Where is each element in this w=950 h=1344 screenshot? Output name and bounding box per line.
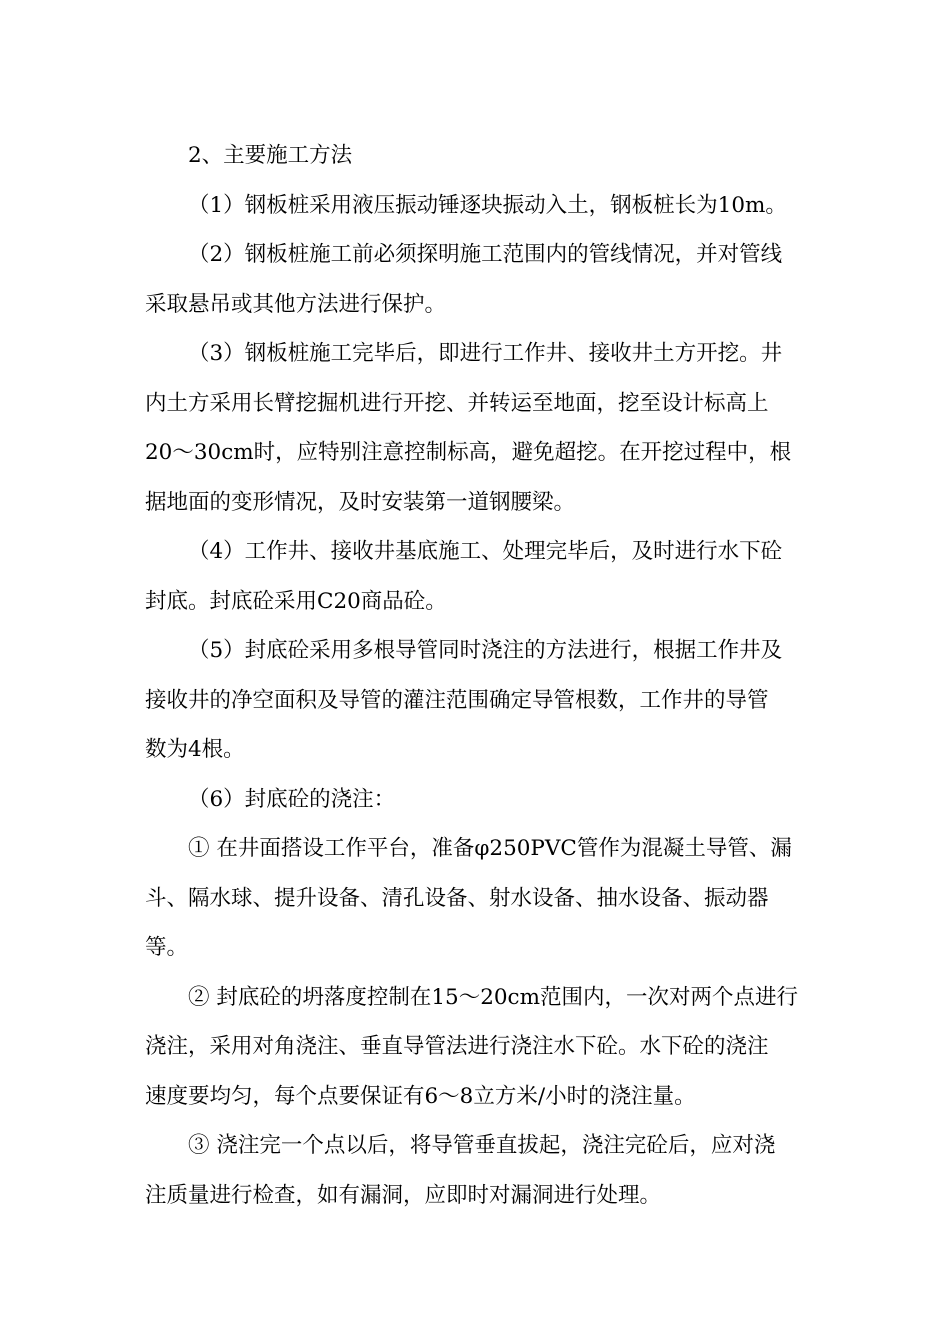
paragraph-3-line-4: 据地面的变形情况，及时安装第一道钢腰梁。 [145, 489, 576, 515]
paragraph-4-line-2: 封底。封底砼采用C20商品砼。 [145, 588, 447, 614]
paragraph-3-line-1: （3）钢板桩施工完毕后，即进行工作井、接收井土方开挖。井 [188, 341, 783, 366]
paragraph-5-line-1: （5）封底砼采用多根导管同时浇注的方法进行，根据工作井及 [188, 638, 783, 663]
paragraph-1-line-1: （1）钢板桩采用液压振动锤逐块振动入土，钢板桩长为10m。 [188, 192, 787, 218]
paragraph-2-line-1: （2）钢板桩施工前必须探明施工范围内的管线情况，并对管线 [188, 242, 783, 267]
item-1-line-1: ① 在井面搭设工作平台，准备φ250PVC管作为混凝土导管、漏 [188, 836, 792, 861]
paragraph-5-line-3: 数为4根。 [145, 737, 245, 762]
paragraph-4-line-1: （4）工作井、接收井基底施工、处理完毕后，及时进行水下砼 [188, 539, 783, 564]
paragraph-2-line-2: 采取悬吊或其他方法进行保护。 [145, 291, 447, 317]
section-heading: 2、主要施工方法 [188, 143, 353, 168]
item-3-line-2: 注质量进行检查，如有漏洞，应即时对漏洞进行处理。 [145, 1182, 662, 1208]
paragraph-6-line-1: （6）封底砼的浇注： [188, 786, 396, 812]
item-2-line-1: ② 封底砼的坍落度控制在15～20cm范围内，一次对两个点进行 [188, 984, 798, 1010]
document-body [145, 131, 807, 1220]
paragraph-3-line-2: 内土方采用长臂挖掘机进行开挖、并转运至地面，挖至设计标高上 [145, 390, 769, 416]
item-2-line-2: 浇注，采用对角浇注、垂直导管法进行浇注水下砼。水下砼的浇注 [145, 1034, 769, 1059]
item-3-line-1: ③ 浇注完一个点以后，将导管垂直拔起，浇注完砼后，应对浇 [188, 1133, 776, 1158]
paragraph-5-line-2: 接收井的净空面积及导管的灌注范围确定导管根数，工作井的导管 [145, 687, 769, 713]
paragraph-3-line-3: 20～30cm时，应特别注意控制标高，避免超挖。在开挖过程中，根 [145, 440, 792, 465]
item-2-line-3: 速度要均匀，每个点要保证有6～8立方米/小时的浇注量。 [145, 1083, 696, 1109]
item-1-line-2: 斗、隔水球、提升设备、清孔设备、射水设备、抽水设备、振动器 [145, 885, 769, 911]
item-1-line-3: 等。 [145, 935, 189, 960]
